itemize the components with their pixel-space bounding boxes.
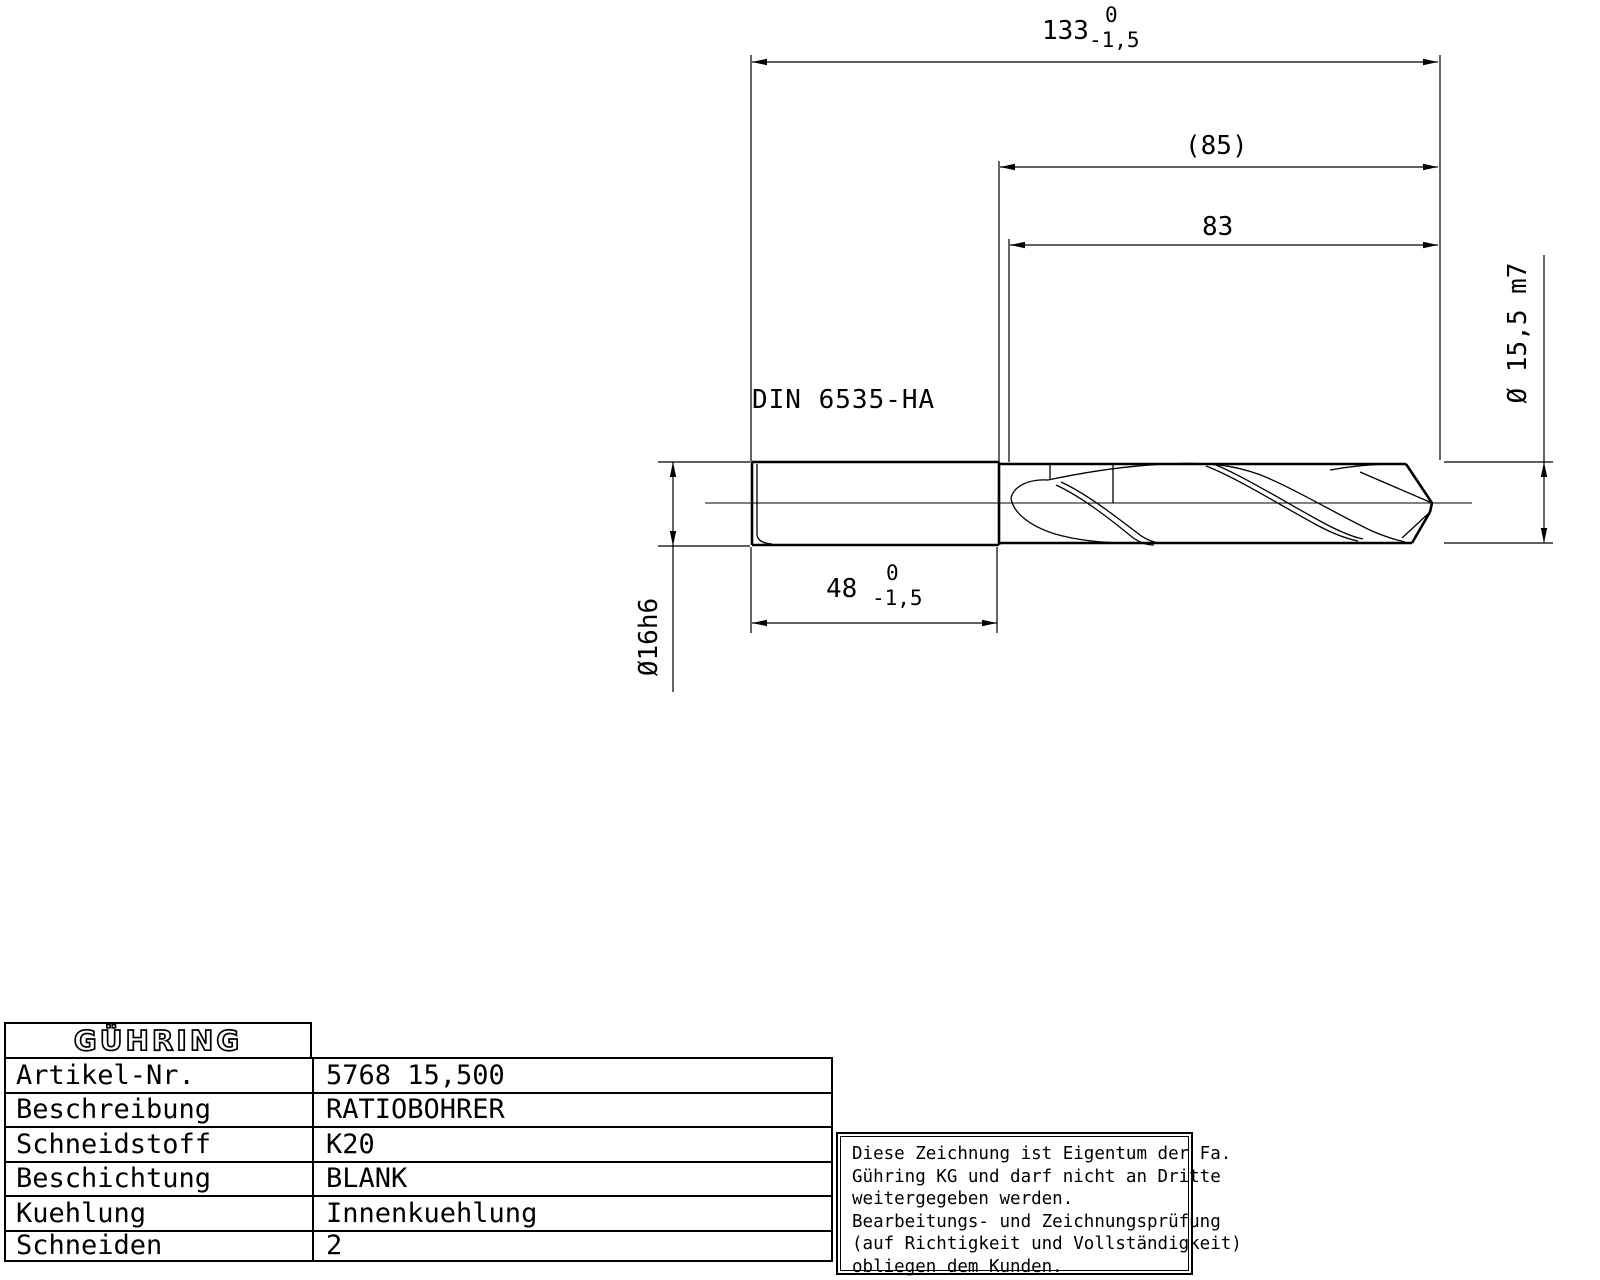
- guehring-logo-text: GÜHRING: [73, 1024, 243, 1057]
- table-row: [4, 1092, 833, 1129]
- note-line: obliegen dem Kunden.: [852, 1256, 1063, 1277]
- tolerance-lower: -1,5: [1089, 28, 1140, 52]
- row-value: RATIOBOHRER: [326, 1094, 505, 1126]
- dim-shank-length: 48: [826, 574, 858, 604]
- tolerance-upper: 0: [886, 561, 899, 585]
- row-label: Beschichtung: [6, 1163, 314, 1196]
- row-label: Schneiden: [6, 1232, 314, 1260]
- logo-cell: [4, 1022, 312, 1059]
- extension-lines: [658, 55, 1553, 692]
- ownership-note-inner: [840, 1136, 1242, 1277]
- dim-cutting-diameter: Ø 15,5 m7: [1503, 262, 1533, 404]
- note-line: (auf Richtigkeit und Vollständigkeit): [852, 1234, 1242, 1254]
- table-row: [4, 1126, 833, 1163]
- row-value: BLANK: [326, 1163, 408, 1195]
- table-row: [4, 1195, 833, 1232]
- ownership-note-box: [836, 1132, 1242, 1277]
- tolerance-lower: -1,5: [872, 586, 923, 610]
- table-row: [4, 1057, 833, 1094]
- drill-flutes: [757, 463, 1432, 545]
- note-line: Gühring KG und darf nicht an Dritte: [852, 1166, 1221, 1187]
- row-value: Innenkuehlung: [326, 1197, 538, 1229]
- table-row: [4, 1230, 833, 1262]
- row-value: 5768 15,500: [326, 1059, 505, 1091]
- row-label: Schneidstoff: [6, 1128, 314, 1161]
- dim-shank-length-tolerance: [872, 561, 923, 611]
- row-value: 2: [326, 1230, 343, 1261]
- note-line: weitergegeben werden.: [852, 1189, 1074, 1209]
- row-label: Artikel-Nr.: [6, 1059, 314, 1092]
- dim-overall-length: 133: [1042, 16, 1089, 46]
- row-value: K20: [326, 1128, 375, 1160]
- note-line: Bearbeitungs- und Zeichnungsprüfung: [852, 1211, 1221, 1232]
- guehring-logo: [8, 1024, 308, 1057]
- title-block-table: [4, 1022, 833, 1262]
- note-line: Diese Zeichnung ist Eigentum der Fa.: [852, 1144, 1232, 1164]
- tolerance-upper: 0: [1105, 3, 1118, 27]
- din-standard-label: DIN 6535-HA: [752, 385, 936, 415]
- dim-overall-length-tolerance: [1089, 3, 1140, 53]
- row-label: Kuehlung: [6, 1197, 314, 1230]
- dim-usable-length: 83: [1202, 212, 1234, 242]
- row-label: Beschreibung: [6, 1094, 314, 1127]
- table-row: [4, 1161, 833, 1198]
- dim-flute-length-ref: (85): [1185, 131, 1248, 161]
- dimension-arrowheads: [670, 59, 1547, 626]
- dim-shank-diameter: Ø16h6: [634, 597, 664, 677]
